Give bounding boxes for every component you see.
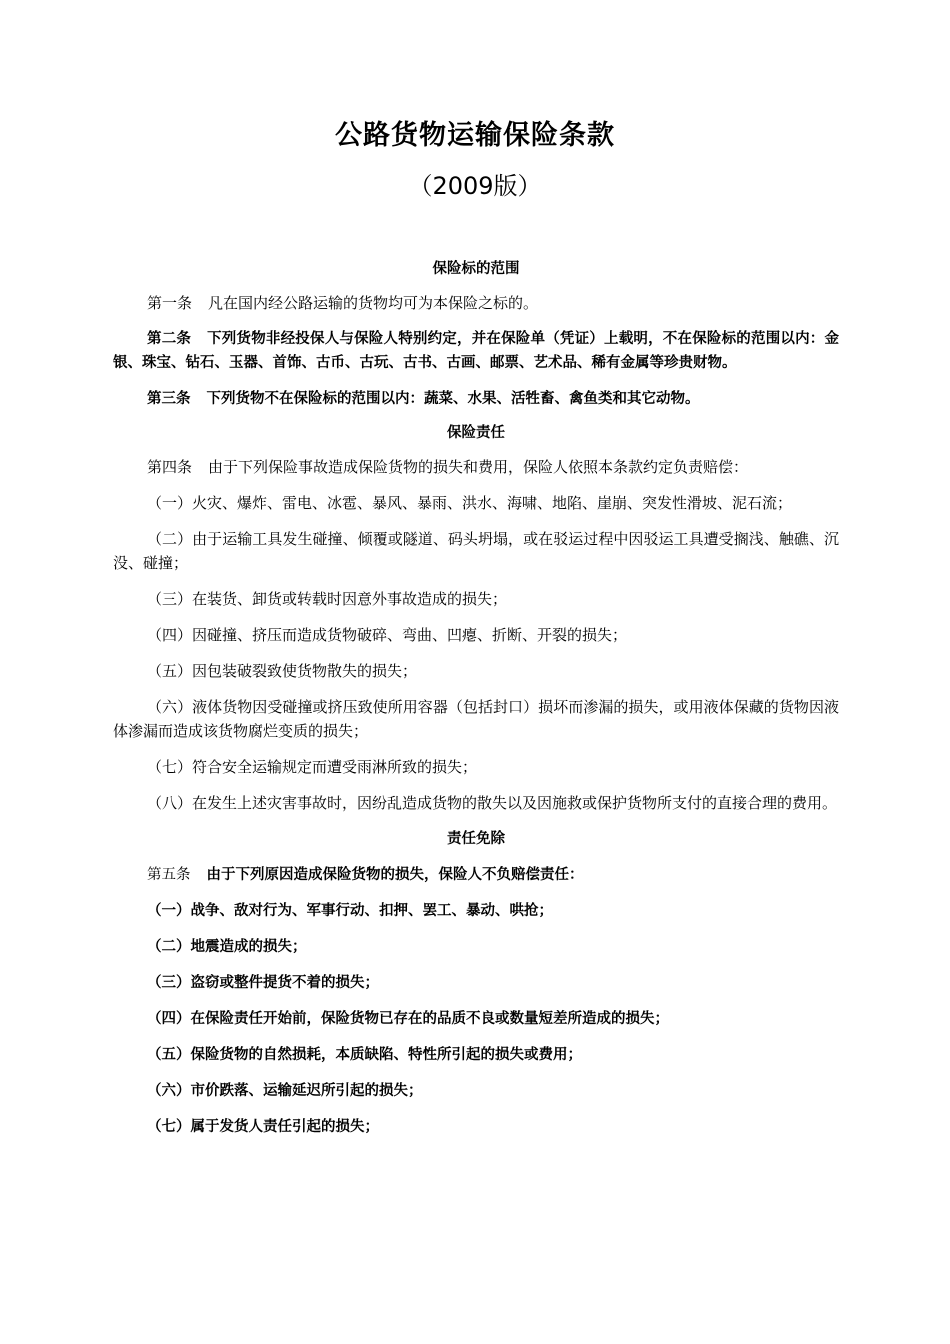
document-body [113, 257, 839, 1139]
exclusion-item-2: （二）地震造成的损失； [147, 939, 307, 955]
article-4 [113, 455, 839, 479]
exclusion-item-7: （七）属于发货人责任引起的损失； [147, 1119, 379, 1135]
liability-item-8: （八）在发生上述灾害事故时，因纷乱造成货物的散失以及因施救或保护货物所支付的直接合理的费用。 [147, 794, 838, 812]
article-4-text: 由于下列保险事故造成保险货物的损失和费用，保险人依照本条款约定负责赔偿： [208, 458, 749, 476]
article-5-text: 由于下列原因造成保险货物的损失，保险人不负赔偿责任： [206, 867, 584, 883]
article-1-label: 第一条 [147, 294, 193, 312]
article-5 [113, 863, 839, 887]
article-3 [113, 387, 839, 411]
article-4-label: 第四条 [147, 458, 193, 476]
section-heading-scope: 保险标的范围 [432, 261, 520, 277]
exclusion-item-5: （五）保险货物的自然损耗，本质缺陷、特性所引起的损失或费用； [147, 1047, 582, 1063]
article-5-label: 第五条 [147, 867, 191, 883]
section-heading-liability: 保险责任 [447, 425, 505, 441]
liability-item-4: （四）因碰撞、挤压而造成货物破碎、弯曲、凹瘪、折断、开裂的损失； [147, 626, 628, 644]
exclusion-item-1: （一）战争、敌对行为、军事行动、扣押、罢工、暴动、哄抢； [147, 903, 553, 919]
article-1 [113, 291, 839, 315]
exclusion-item-3: （三）盗窃或整件提货不着的损失； [147, 975, 379, 991]
article-3-text: 下列货物不在保险标的范围以内：蔬菜、水果、活牲畜、禽鱼类和其它动物。 [206, 391, 700, 407]
liability-item-1: （一）火灾、爆炸、雷电、冰雹、暴风、暴雨、洪水、海啸、地陷、崖崩、突发性滑坡、泥石流； [147, 494, 793, 512]
document-subtitle: （2009版） [408, 172, 542, 200]
liability-item-6: （六）液体货物因受碰撞或挤压致使所用容器（包括封口）损坏而渗漏的损失，或用液体保藏的货物因液体渗漏而造成该货物腐烂变质的损失； [113, 698, 839, 740]
exclusion-item-4: （四）在保险责任开始前，保险货物已存在的品质不良或数量短差所造成的损失； [147, 1011, 669, 1027]
liability-item-5: （五）因包装破裂致使货物散失的损失； [147, 662, 418, 680]
article-2 [113, 327, 839, 375]
article-3-label: 第三条 [147, 391, 191, 407]
article-2-text: 下列货物非经投保人与保险人特别约定，并在保险单（凭证）上载明，不在保险标的范围以内：金银、珠宝、钻石、玉器、首饰、古币、古玩、古书、古画、邮票、艺术品、稀有金属等珍贵财物。 [113, 331, 840, 371]
section-heading-exclusions: 责任免除 [447, 831, 505, 847]
exclusion-item-6: （六）市价跌落、运输延迟所引起的损失； [147, 1083, 423, 1099]
article-1-text: 凡在国内经公路运输的货物均可为本保险之标的。 [208, 294, 539, 312]
liability-item-3: （三）在装货、卸货或转载时因意外事故造成的损失； [147, 590, 508, 608]
document-title: 公路货物运输保险条款 [335, 120, 615, 151]
liability-item-2: （二）由于运输工具发生碰撞、倾覆或隧道、码头坍塌，或在驳运过程中因驳运工具遭受搁浅、触礁、沉没、碰撞； [113, 530, 839, 572]
liability-item-7: （七）符合安全运输规定而遭受雨淋所致的损失； [147, 758, 478, 776]
article-2-label: 第二条 [147, 331, 192, 347]
